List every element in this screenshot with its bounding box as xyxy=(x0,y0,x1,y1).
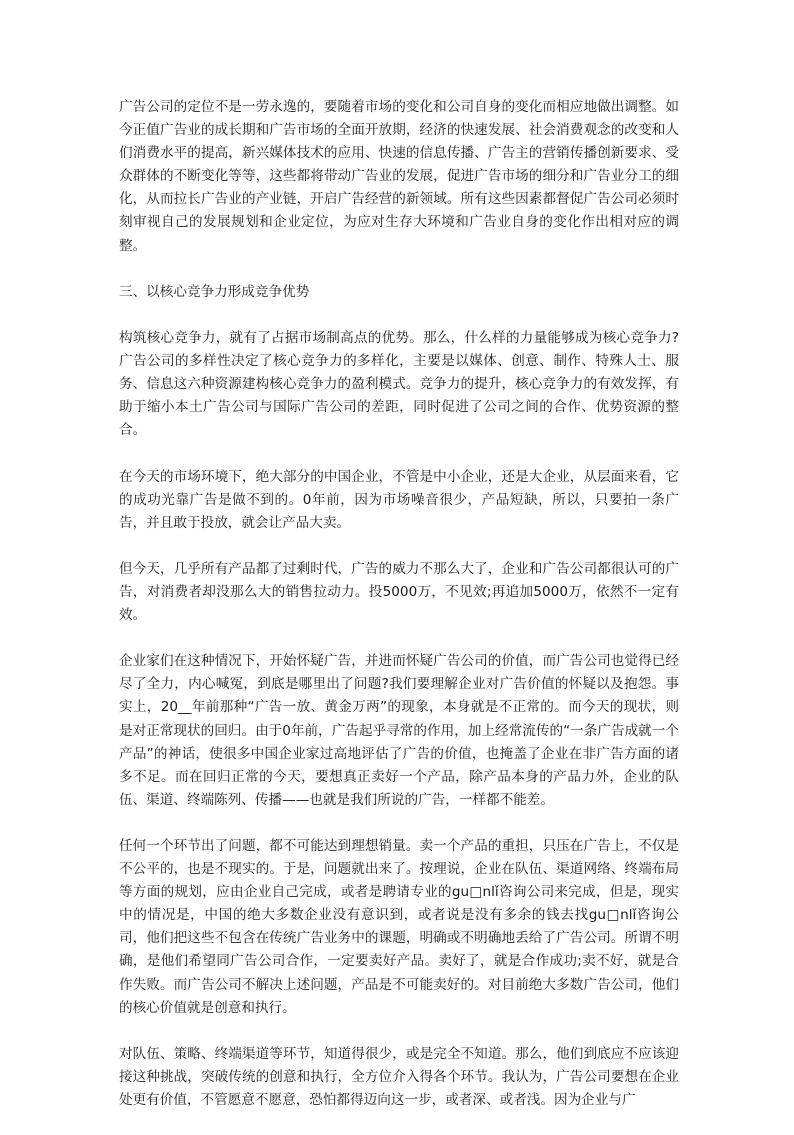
document-page xyxy=(119,96,679,1135)
paragraph-overcapacity: 但今天，几乎所有产品都了过剩时代，广告的威力不那么大了，企业和广告公司都很认可的广告，对消费者却没那么大的销售拉动力。投5000万，不见效;再追加5000万，依然不一定有效。 xyxy=(119,560,679,624)
paragraph-market-environment: 在今天的市场环境下，绝大部分的中国企业，不管是中小企业，还是大企业，从层面来看，它的成功光靠广告是做不到的。0年前，因为市场噪音很少，产品短缺，所以，只要拍一条广告，并且敢于投放，就会让产品大卖。 xyxy=(119,468,679,531)
paragraph-any-link-problem: 任何一个环节出了问题，都不可能达到理想销量。卖一个产品的重担，只压在广告上，不仅是不公平的，也是不现实的。于是，问题就出来了。按理说，企业在队伍、渠道网络、终端布局等方面的规划，应由企业自己完成，或者是聘请专业的gu□nlǐ咨询公司来完成，但是，现实中的情况是，中国的绝大多数企业没有意识到，或者说是没有多余的钱去找gu□nlǐ咨询公司，他们把这些不包含在传统广告业务中的课题，明确或不明确地丢给了广告公司。所谓不明确，是他们希望同广告公司合作，一定要卖好产品。卖好了，就是合作成功;卖不好，就是合作失败。而广告公司不解决上述问题，产品是不可能卖好的。对目前绝大多数广告公司，他们的核心价值就是创意和执行。 xyxy=(119,838,679,1016)
paragraph-entrepreneurs-doubt: 企业家们在这种情况下，开始怀疑广告，并进而怀疑广告公司的价值，而广告公司也觉得已经尽了全力，内心喊冤，到底是哪里出了问题?我们要理解企业对广告价值的怀疑以及抱怨。事实上，20__年前那种“广告一放、黄金万两”的现象，本身就是不正常的。而今天的现状，则是对正常现状的回归。由于0年前，广告起乎寻常的作用，加上经常流传的“一条广告成就一个产品”的神话，使很多中国企业家过高地评估了广告的价值，也掩盖了企业在非广告方面的诸多不足。而在回归正常的今天，要想真正卖好一个产品，除产品本身的产品力外，企业的队伍、渠道、终端陈列、传播——也就是我们所说的广告，一样都不能差。 xyxy=(119,653,679,808)
paragraph-core-competitiveness: 构筑核心竞争力，就有了占据市场制高点的优势。那么，什么样的力量能够成为核心竞争力?广告公司的多样性决定了核心竞争力的多样化，主要是以媒体、创意、制作、特殊人士、服务、信息这六种资源建构核心竞争力的盈利模式。竞争力的提升，核心竞争力的有效发挥，有助于缩小本土广告公司与国际广告公司的差距，同时促进了公司之间的合作、优势资源的整合。 xyxy=(119,329,679,439)
section-heading-core-competitiveness: 三、以核心竞争力形成竞争优势 xyxy=(119,283,310,300)
paragraph-positioning: 广告公司的定位不是一劳永逸的，要随着市场的变化和公司自身的变化而相应地做出调整。如今正值广告业的成长期和广告市场的全面开放期，经济的快速发展、社会消费观念的改变和人们消费水平的提高，新兴媒体技术的应用、快速的信息传播、广告主的营销传播创新要求、受众群体的不断变化等等，这些都将带动广告业的发展，促进广告市场的细分和广告业分工的细化，从而拉长广告业的产业链，开启广告经营的新领域。所有这些因素都督促广告公司必须时刻审视自己的发展规划和企业定位，为应对生存大环境和广告业自身的变化作出相对应的调整。 xyxy=(119,99,679,254)
paragraph-team-strategy: 对队伍、策略、终端渠道等环节，知道得很少，或是完全不知道。那么，他们到底应不应该迎接这种挑战，突破传统的创意和执行，全方位介入得各个环节。我认为，广告公司要想在企业处更有价值，不管愿意不愿意，恐怕都得迈向这一步，或者深、或者浅。因为企业与广 xyxy=(119,1045,679,1109)
